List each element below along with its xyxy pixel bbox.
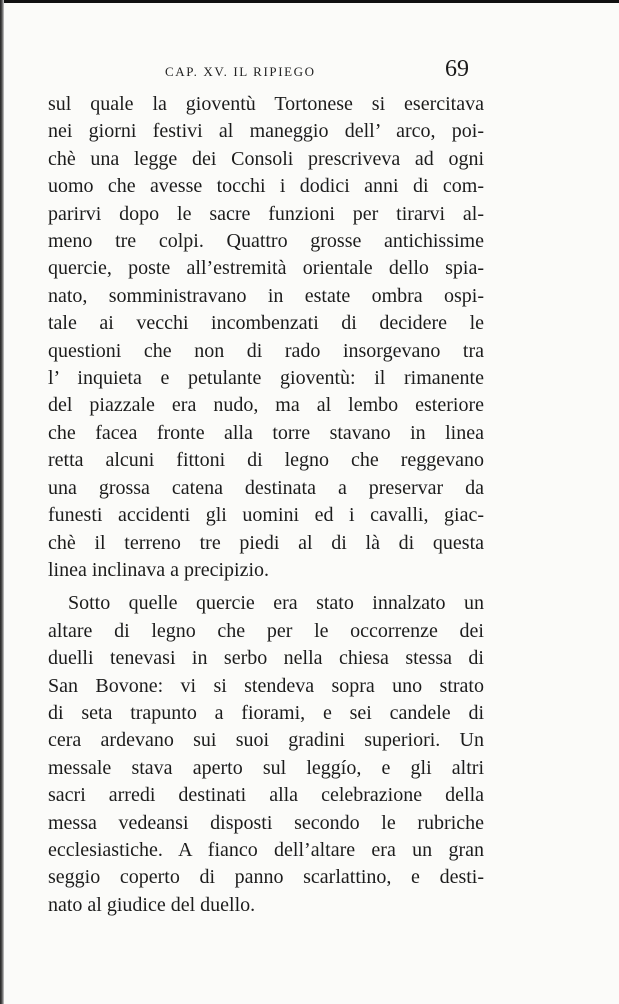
text-line: seggio coperto di panno scarlattino, e desti- bbox=[48, 866, 484, 889]
text-line: retta alcuni fittoni di legno che reggevano bbox=[48, 449, 484, 472]
paragraph-2 bbox=[48, 590, 484, 919]
text-line: ecclesiastiche. A fianco dell’altare era un gran bbox=[48, 838, 484, 861]
text-line: di seta trapunto a fiorami, e sei candele di bbox=[48, 701, 484, 724]
text-line: cera ardevano sui suoi gradini superiori. Un bbox=[48, 729, 484, 752]
text-line: quercie, poste all’estremità orientale dello spia- bbox=[48, 257, 484, 280]
text-line: San Bovone: vi si stendeva sopra uno strato bbox=[48, 674, 484, 697]
page-top-edge bbox=[0, 0, 619, 3]
text-line: che facea fronte alla torre stavano in linea bbox=[48, 421, 484, 444]
text-line: meno tre colpi. Quattro grosse antichissime bbox=[48, 230, 484, 253]
text-line: nato, somministravano in estate ombra ospi- bbox=[48, 284, 484, 307]
paragraph-1 bbox=[48, 91, 484, 584]
text-line: altare di legno che per le occorrenze dei bbox=[48, 619, 484, 642]
text-line: sul quale la gioventù Tortonese si esercitava bbox=[48, 93, 484, 115]
text-line: Sotto quelle quercie era stato innalzato un bbox=[68, 592, 484, 615]
text-line: una grossa catena destinata a preservar da bbox=[48, 476, 484, 499]
body-text bbox=[48, 91, 484, 919]
running-head: CAP. XV. IL RIPIEGO bbox=[165, 64, 316, 79]
text-line: tale ai vecchi incombenzati di decidere le bbox=[48, 312, 484, 335]
text-line: messale stava aperto sul leggío, e gli altri bbox=[48, 756, 484, 779]
text-line: del piazzale era nudo, ma al lembo esteriore bbox=[48, 394, 484, 417]
text-line: linea inclinava a precipizio. bbox=[48, 558, 270, 581]
text-line: nei giorni festivi al maneggio dell’ arco, poi- bbox=[48, 120, 484, 143]
page-header bbox=[165, 56, 469, 88]
text-line: chè il terreno tre piedi al di là di questa bbox=[48, 531, 484, 554]
page-binding-edge bbox=[0, 0, 4, 1004]
text-line: questioni che non di rado insorgevano tra bbox=[48, 339, 484, 362]
text-line: uomo che avesse tocchi i dodici anni di com- bbox=[48, 175, 484, 198]
text-line: l’ inquieta e petulante gioventù: il rimanente bbox=[48, 367, 484, 390]
page-number: 69 bbox=[445, 56, 469, 82]
text-line: duelli tenevasi in serbo nella chiesa stessa di bbox=[48, 647, 484, 670]
text-line: funesti accidenti gli uomini ed i cavalli, giac- bbox=[48, 504, 484, 527]
text-line: parirvi dopo le sacre funzioni per tirarvi al- bbox=[48, 202, 484, 225]
text-line: nato al giudice del duello. bbox=[48, 893, 256, 916]
text-line: sacri arredi destinati alla celebrazione della bbox=[48, 784, 484, 807]
text-line: messa vedeansi disposti secondo le rubriche bbox=[48, 811, 484, 834]
text-line: chè una legge dei Consoli prescriveva ad ogni bbox=[48, 147, 484, 170]
